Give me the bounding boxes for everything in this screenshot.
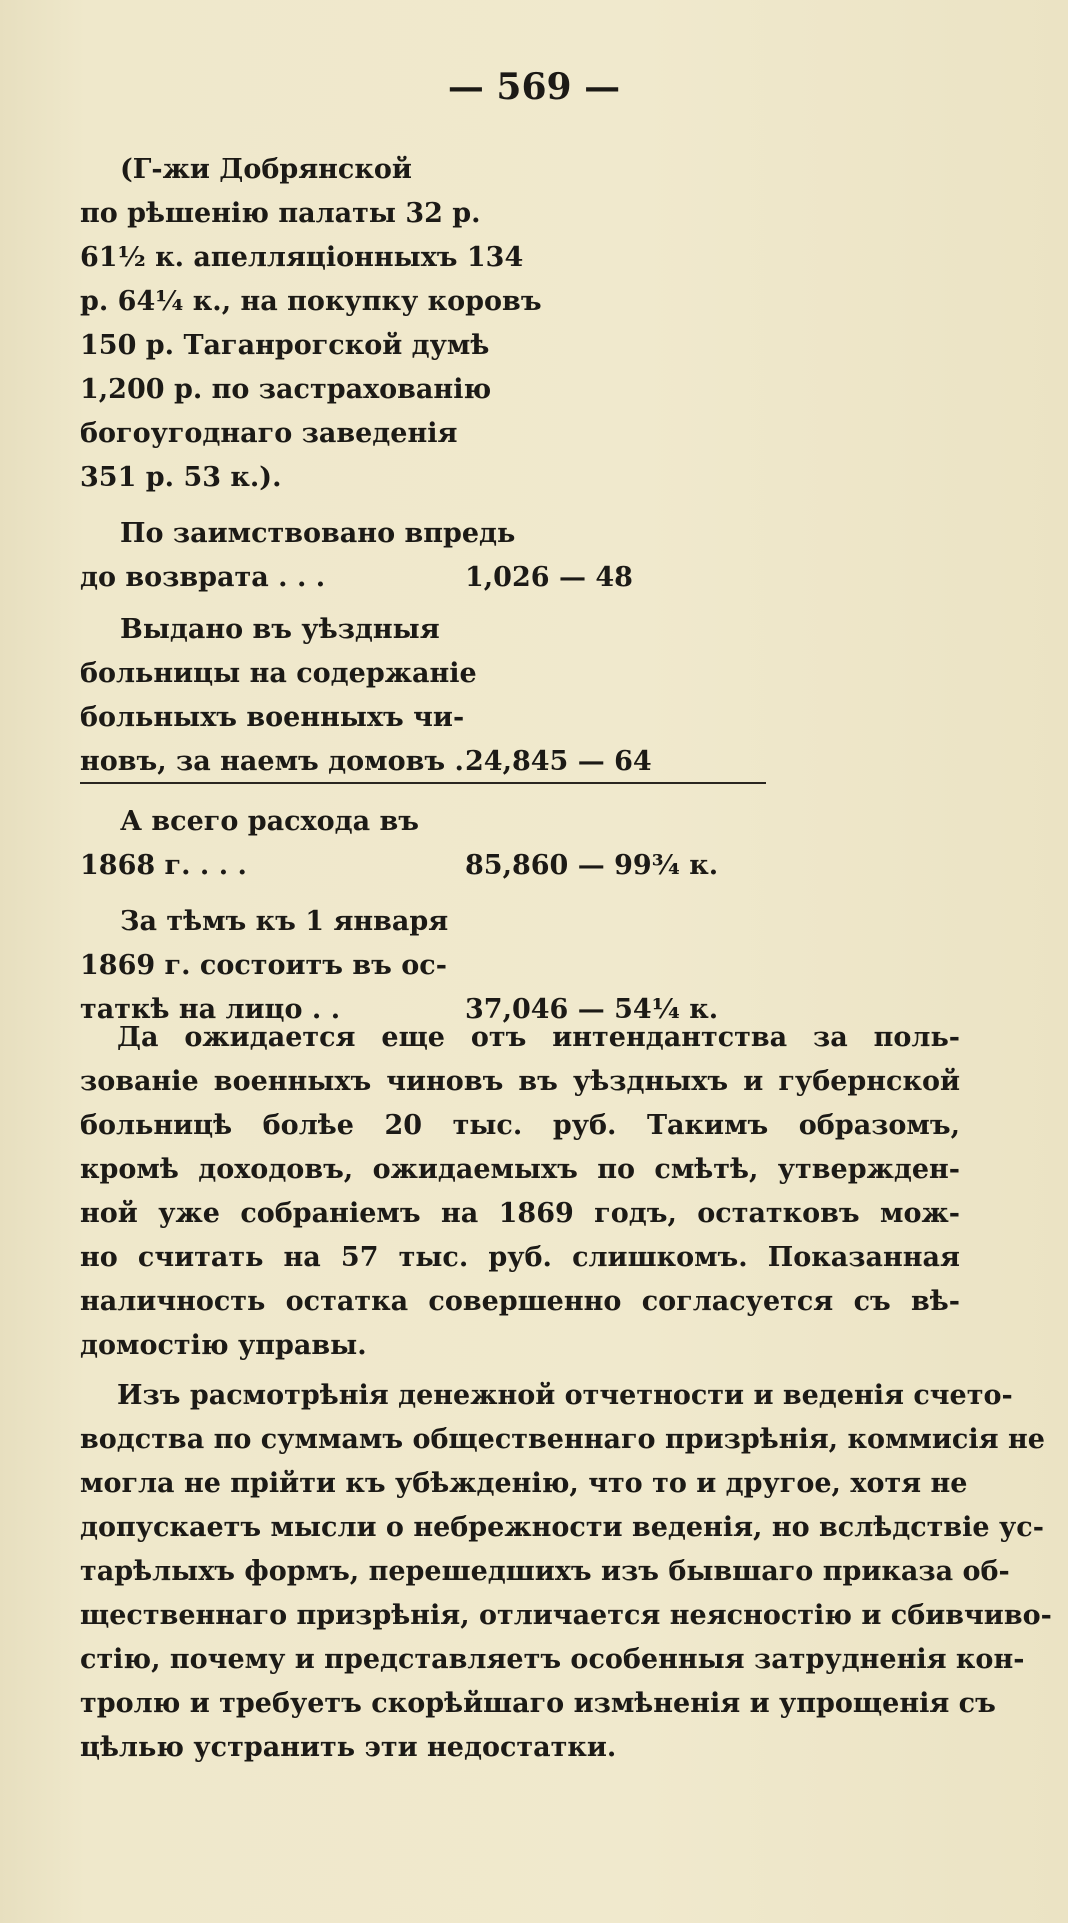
loans-line: По заимствовано впредь — [120, 518, 516, 549]
loans-line: до возврата . . . — [80, 562, 326, 593]
list-line: богоугоднаго заведенія — [80, 418, 458, 449]
list-line: 1,200 р. по застрахованію — [80, 374, 492, 405]
paragraph-line: наличность остатка совершенно согласуется съ вѣ- — [80, 1286, 960, 1317]
list-line: по рѣшенію палаты 32 р. — [80, 198, 481, 229]
total-amount: 85,860 — 99¾ к. — [465, 850, 719, 881]
paragraph-line: зованіе военныхъ чиновъ въ уѣздныхъ и губернской — [80, 1066, 960, 1097]
paragraph-line: Да ожидается еще отъ интендантства за поль- — [117, 1022, 960, 1053]
hospitals-line: больницы на содержаніе — [80, 658, 477, 689]
balance-line: таткѣ на лицо . . — [80, 994, 341, 1025]
total-line: А всего расхода въ — [120, 806, 420, 837]
hospitals-line: Выдано въ уѣздныя — [120, 614, 440, 645]
list-line: р. 64¼ к., на покупку коровъ — [80, 286, 542, 317]
list-line: 351 р. 53 к.). — [80, 462, 282, 493]
balance-line: За тѣмъ къ 1 января — [120, 906, 449, 937]
hospitals-line: новъ, за наемъ домовъ . — [80, 746, 464, 777]
list-line: 61½ к. апелляціонныхъ 134 — [80, 242, 524, 273]
paragraph-line: стію, почему и представляетъ особенныя затрудненія кон- — [80, 1644, 1025, 1675]
hospitals-line: больныхъ военныхъ чи- — [80, 702, 465, 733]
paragraph-line: водства по суммамъ общественнаго призрѣнія, коммисія не — [80, 1424, 1045, 1455]
paragraph-line: тарѣлыхъ формъ, перешедшихъ изъ бывшаго приказа об- — [80, 1556, 1010, 1587]
paragraph-line: но считать на 57 тыс. руб. слишкомъ. Показанная — [80, 1242, 960, 1273]
paragraph-line: цѣлью устранить эти недостатки. — [80, 1732, 617, 1763]
paragraph-line: кромѣ доходовъ, ожидаемыхъ по смѣтѣ, утвержден- — [80, 1154, 960, 1185]
paragraph-line: больницѣ болѣе 20 тыс. руб. Такимъ образомъ, — [80, 1110, 960, 1141]
paragraph-line: тролю и требуетъ скорѣйшаго измѣненія и упрощенія съ — [80, 1688, 996, 1719]
loans-amount: 1,026 — 48 — [465, 562, 633, 593]
list-line: 150 р. Таганрогской думѣ — [80, 330, 490, 361]
paragraph-line: Изъ расмотрѣнія денежной отчетности и веденія счето- — [117, 1380, 1013, 1411]
paragraph-line: щественнаго призрѣнія, отличается неясностію и сбивчиво- — [80, 1600, 1052, 1631]
page-number: — 569 — — [447, 66, 621, 108]
total-line: 1868 г. . . . — [80, 850, 247, 881]
paragraph-line: ной уже собраніемъ на 1869 годъ, остатковъ мож- — [80, 1198, 960, 1229]
sum-rule — [80, 782, 766, 784]
list-line: (Г-жи Добрянской — [120, 154, 412, 185]
paragraph-line: допускаетъ мысли о небрежности веденія, но вслѣдствіе ус- — [80, 1512, 1044, 1543]
paragraph-line: домостію управы. — [80, 1330, 367, 1361]
balance-line: 1869 г. состоитъ въ ос- — [80, 950, 447, 981]
balance-amount: 37,046 — 54¼ к. — [465, 994, 719, 1025]
paragraph-line: могла не прійти къ убѣжденію, что то и другое, хотя не — [80, 1468, 968, 1499]
hospitals-amount: 24,845 — 64 — [465, 746, 652, 777]
